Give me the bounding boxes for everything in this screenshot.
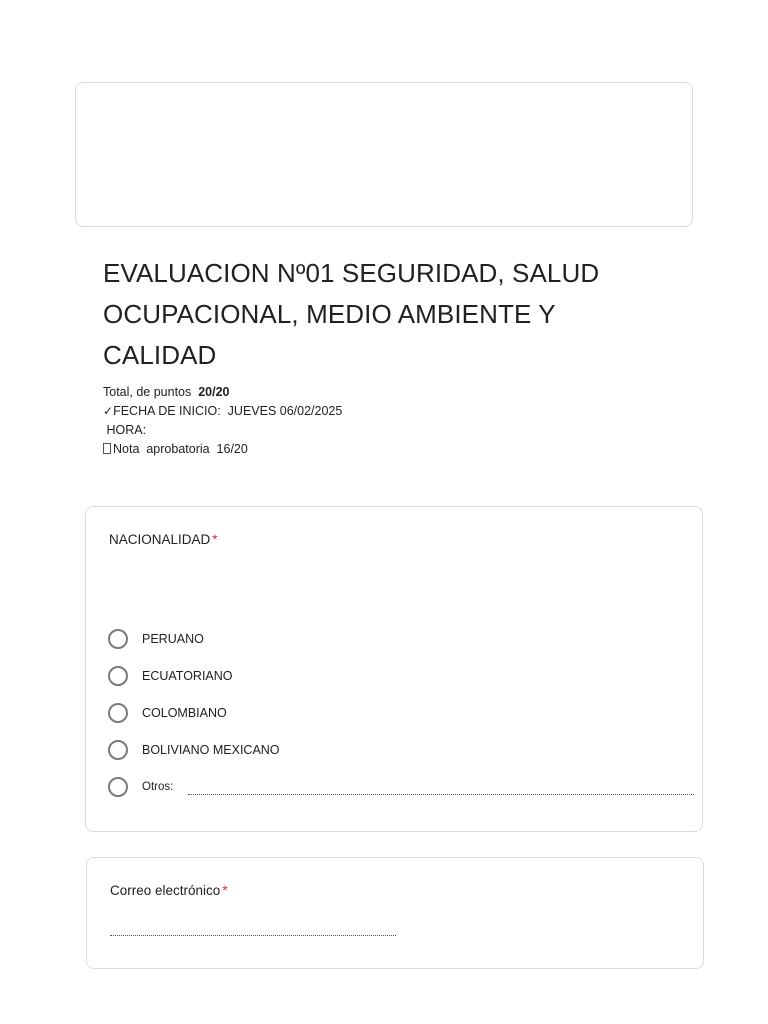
other-text-input[interactable]	[188, 794, 694, 795]
passing-grade-value: 16/20	[216, 442, 248, 456]
radio-option-label: ECUATORIANO	[142, 669, 233, 684]
radio-button[interactable]	[108, 629, 128, 649]
question-title: NACIONALIDAD	[109, 532, 211, 547]
question-card-email	[86, 857, 704, 969]
form-description	[103, 383, 663, 459]
start-date-line	[103, 402, 663, 421]
hour-label: HORA:	[106, 423, 147, 437]
total-points-value: 20/20	[198, 385, 230, 399]
radio-option-boliviano-mexicano[interactable]	[108, 731, 678, 768]
radio-option-label: PERUANO	[142, 632, 204, 647]
radio-option-peruano[interactable]	[108, 621, 678, 658]
question-title: Correo electrónico	[110, 883, 221, 898]
radio-button[interactable]	[108, 703, 128, 723]
passing-grade-label: Nota aprobatoria	[113, 442, 210, 456]
start-date-value: JUEVES 06/02/2025	[227, 404, 343, 418]
required-asterisk: *	[222, 883, 228, 898]
question-label-email	[110, 883, 228, 898]
form-title-block	[103, 253, 663, 459]
radio-button[interactable]	[108, 777, 128, 797]
hour-line	[103, 421, 663, 440]
radio-option-colombiano[interactable]	[108, 695, 678, 732]
passing-grade-line	[103, 440, 663, 459]
radio-group-nationality	[108, 621, 678, 805]
start-date-label: FECHA DE INICIO:	[113, 404, 221, 418]
check-icon: ✓	[103, 404, 114, 418]
form-title: EVALUACION Nº01 SEGURIDAD, SALUD OCUPACIONAL, MEDIO AMBIENTE Y CALIDAD	[103, 258, 600, 370]
total-points-line	[103, 383, 663, 402]
question-label-nationality	[109, 532, 218, 547]
radio-button[interactable]	[108, 740, 128, 760]
radio-button[interactable]	[108, 666, 128, 686]
radio-option-label: BOLIVIANO MEXICANO	[142, 742, 280, 757]
radio-option-label: COLOMBIANO	[142, 705, 227, 720]
question-card-nationality	[85, 506, 703, 832]
radio-option-label: Otros:	[142, 780, 174, 793]
radio-option-ecuatoriano[interactable]	[108, 658, 678, 695]
email-input[interactable]	[110, 935, 396, 936]
radio-option-otros[interactable]	[108, 768, 678, 805]
box-icon	[103, 443, 111, 454]
total-points-label: Total, de puntos	[103, 385, 192, 399]
form-header-card	[75, 82, 693, 227]
required-asterisk: *	[212, 532, 218, 547]
